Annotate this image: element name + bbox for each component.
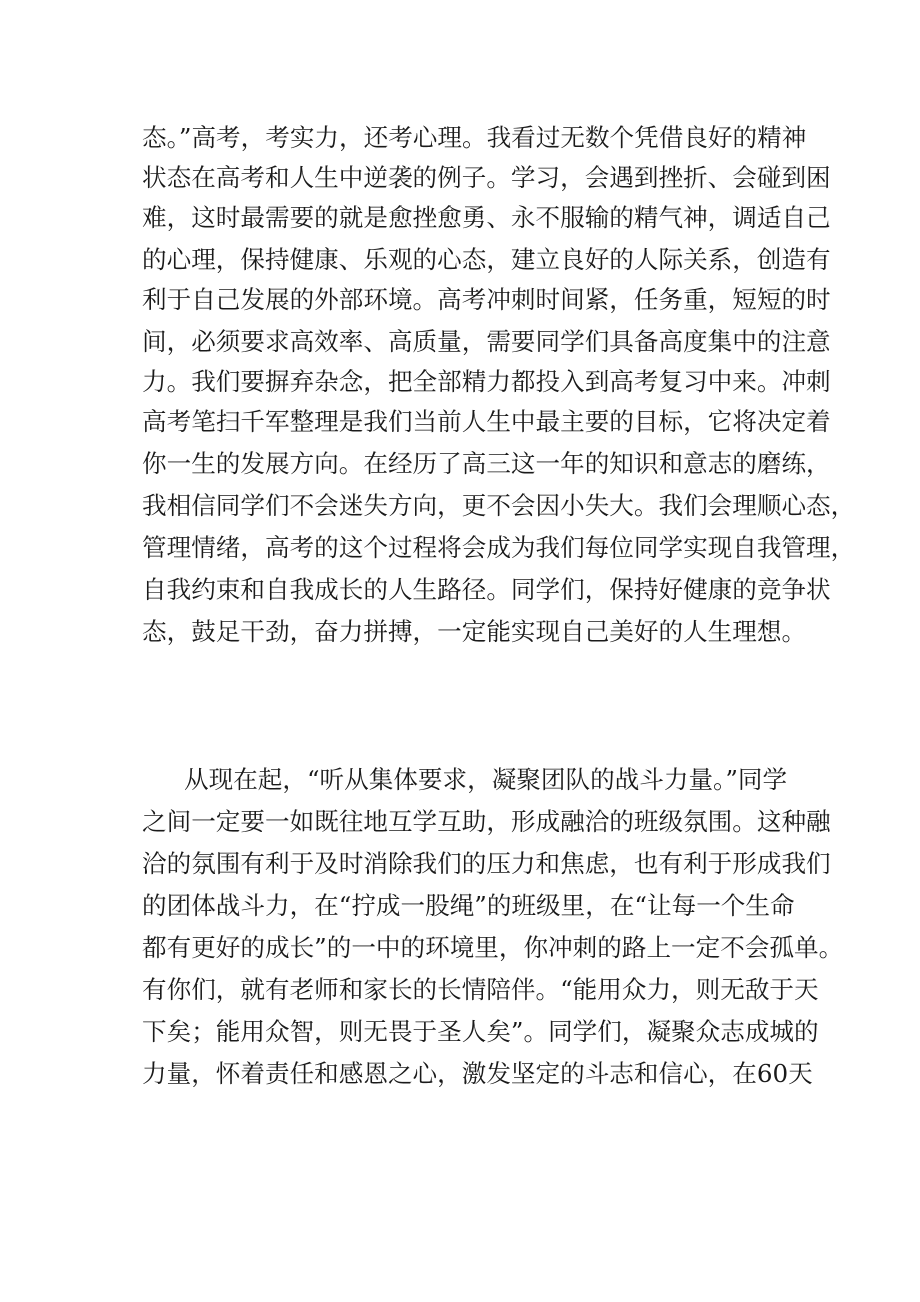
paragraph-line: 高考笔扫千军整理是我们当前人生中最主要的目标，它将决定着 [142,407,831,436]
paragraph-line: 的心理，保持健康、乐观的心态，建立良好的人际关系，创造有 [142,245,831,274]
paragraph-line: 下矣；能用众智，则无畏于圣人矣”。同学们，凝聚众志成城的 [142,1017,819,1046]
paragraph-line: 之间一定要一如既往地互学互助，形成融洽的班级氛围。这种融 [142,807,831,836]
paragraph-line: 态，鼓足干劲，奋力拼搏，一定能实现自己美好的人生理想。 [142,617,807,646]
paragraph-line: 的团体战斗力，在“拧成一股绳”的班级里，在“让每一个生命 [142,891,795,920]
paragraph-line: 自我约束和自我成长的人生路径。同学们，保持好健康的竞争状 [142,575,831,604]
paragraph-line: 难，这时最需要的就是愈挫愈勇、永不服输的精气神，调适自己 [142,203,831,232]
paragraph-line: 你一生的发展方向。在经历了高三这一年的知识和意志的磨练， [142,449,831,478]
paragraph-line: 利于自己发展的外部环境。高考冲刺时间紧，任务重，短短的时 [142,285,831,314]
paragraph-line: 力。我们要摒弃杂念，把全部精力都投入到高考复习中来。冲刺 [142,367,831,396]
paragraph-line: 间，必须要求高效率、高质量，需要同学们具备高度集中的注意 [142,327,831,356]
paragraph-line: 我相信同学们不会迷失方向，更不会因小失大。我们会理顺心态， [142,491,856,520]
paragraph-line: 洽的氛围有利于及时消除我们的压力和焦虑，也有利于形成我们 [142,849,831,878]
paragraph-line: 状态在高考和人生中逆袭的例子。学习，会遇到挫折、会碰到困 [142,163,831,192]
paragraph-line: 从现在起，“听从集体要求，凝聚团队的战斗力量。”同学 [184,765,788,794]
paragraph-line: 管理情绪，高考的这个过程将会成为我们每位同学实现自我管理， [142,533,856,562]
paragraph-line: 态。”高考，考实力，还考心理。我看过无数个凭借良好的精神 [142,123,807,152]
paragraph-line: 有你们，就有老师和家长的长情陪伴。“能用众力，则无敌于天 [142,975,819,1004]
paragraph-line: 都有更好的成长”的一中的环境里，你冲刺的路上一定不会孤单。 [142,933,844,962]
paragraph-line: 力量，怀着责任和感恩之心，激发坚定的斗志和信心，在60天 [142,1059,813,1088]
